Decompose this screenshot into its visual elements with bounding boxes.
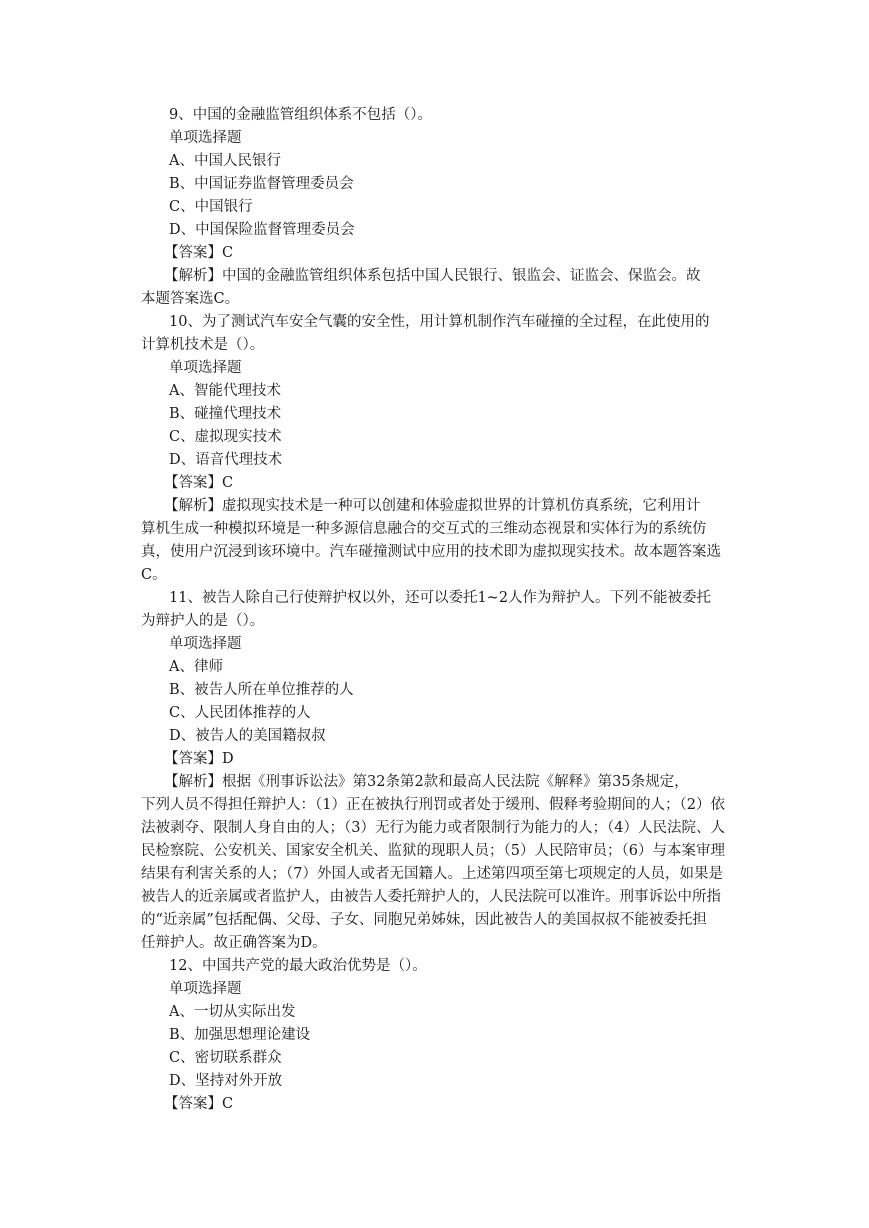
answer-option: C、虚拟现实技术 (169, 429, 282, 445)
text-line: 真，使用户沉浸到该环境中。汽车碰撞测试中应用的技术即为虚拟现实技术。故本题答案选 (141, 544, 721, 560)
explanation: 【解析】根据《刑事诉讼法》第32条第2款和最高人民法院《解释》第35条规定， (164, 774, 689, 790)
question-stem: 11、被告人除自己行使辩护权以外，还可以委托1~2人作为辩护人。下列不能被委托 (169, 590, 712, 606)
question-stem: 10、为了测试汽车安全气囊的安全性，用计算机制作汽车碰撞的全过程，在此使用的 (169, 314, 710, 330)
question-stem: 9、中国的金融监管组织体系不包括（）。 (169, 107, 432, 123)
answer-option: B、加强思想理论建设 (169, 1027, 311, 1043)
explanation: 【解析】中国的金融监管组织体系包括中国人民银行、银监会、证监会、保监会。故 (164, 268, 701, 284)
question-type-label: 单项选择题 (169, 360, 242, 376)
answer-option: C、人民团体推荐的人 (169, 705, 311, 721)
question-type-label: 单项选择题 (169, 130, 242, 146)
text-line: 计算机技术是（）。 (141, 337, 265, 353)
answer-option: D、语音代理技术 (169, 452, 283, 468)
answer-option: B、中国证券监督管理委员会 (169, 176, 354, 192)
answer-key: 【答案】C (164, 245, 234, 261)
answer-option: A、律师 (169, 659, 223, 675)
answer-option: B、碰撞代理技术 (169, 406, 282, 422)
text-line: 被告人的近亲属或者监护人，由被告人委托辩护人的，人民法院可以准许。刑事诉讼中所指 (141, 889, 721, 905)
question-type-label: 单项选择题 (169, 981, 242, 997)
text-line: 本题答案选C。 (141, 291, 240, 307)
answer-option: A、一切从实际出发 (169, 1004, 296, 1020)
answer-option: A、智能代理技术 (169, 383, 281, 399)
answer-option: C、密切联系群众 (169, 1050, 282, 1066)
text-line: 法被剥夺、限制人身自由的人；（3）无行为能力或者限制行为能力的人；（4）人民法院、人 (141, 820, 725, 836)
question-stem: 12、中国共产党的最大政治优势是（）。 (169, 958, 427, 974)
text-line: 下列人员不得担任辩护人：（1）正在被执行刑罚或者处于缓刑、假释考验期间的人；（2）依 (141, 797, 725, 813)
answer-option: B、被告人所在单位推荐的人 (169, 682, 354, 698)
text-line: 任辩护人。故正确答案为D。 (141, 935, 327, 951)
answer-option: D、被告人的美国籍叔叔 (169, 728, 326, 744)
answer-option: D、中国保险监督管理委员会 (169, 222, 355, 238)
text-line: 结果有利害关系的人；（7）外国人或者无国籍人。上述第四项至第七项规定的人员，如果是 (141, 866, 723, 882)
answer-option: A、中国人民银行 (169, 153, 281, 169)
question-type-label: 单项选择题 (169, 636, 242, 652)
answer-key: 【答案】D (164, 751, 234, 767)
document-body (141, 104, 737, 1116)
text-line: 民检察院、公安机关、国家安全机关、监狱的现职人员；（5）人民陪审员；（6）与本案审理 (141, 843, 725, 859)
text-line: 的“近亲属”包括配偶、父母、子女、同胞兄弟姊妹，因此被告人的美国叔叔不能被委托担 (141, 912, 707, 928)
text-line: 算机生成一种模拟环境是一种多源信息融合的交互式的三维动态视景和实体行为的系统仿 (141, 521, 707, 537)
answer-option: C、中国银行 (169, 199, 253, 215)
text-line: 为辩护人的是（）。 (141, 613, 265, 629)
explanation: 【解析】虚拟现实技术是一种可以创建和体验虚拟世界的计算机仿真系统，它利用计 (164, 498, 701, 514)
answer-option: D、坚持对外开放 (169, 1073, 283, 1089)
text-line: C。 (141, 567, 167, 583)
answer-key: 【答案】C (164, 1096, 234, 1112)
answer-key: 【答案】C (164, 475, 234, 491)
